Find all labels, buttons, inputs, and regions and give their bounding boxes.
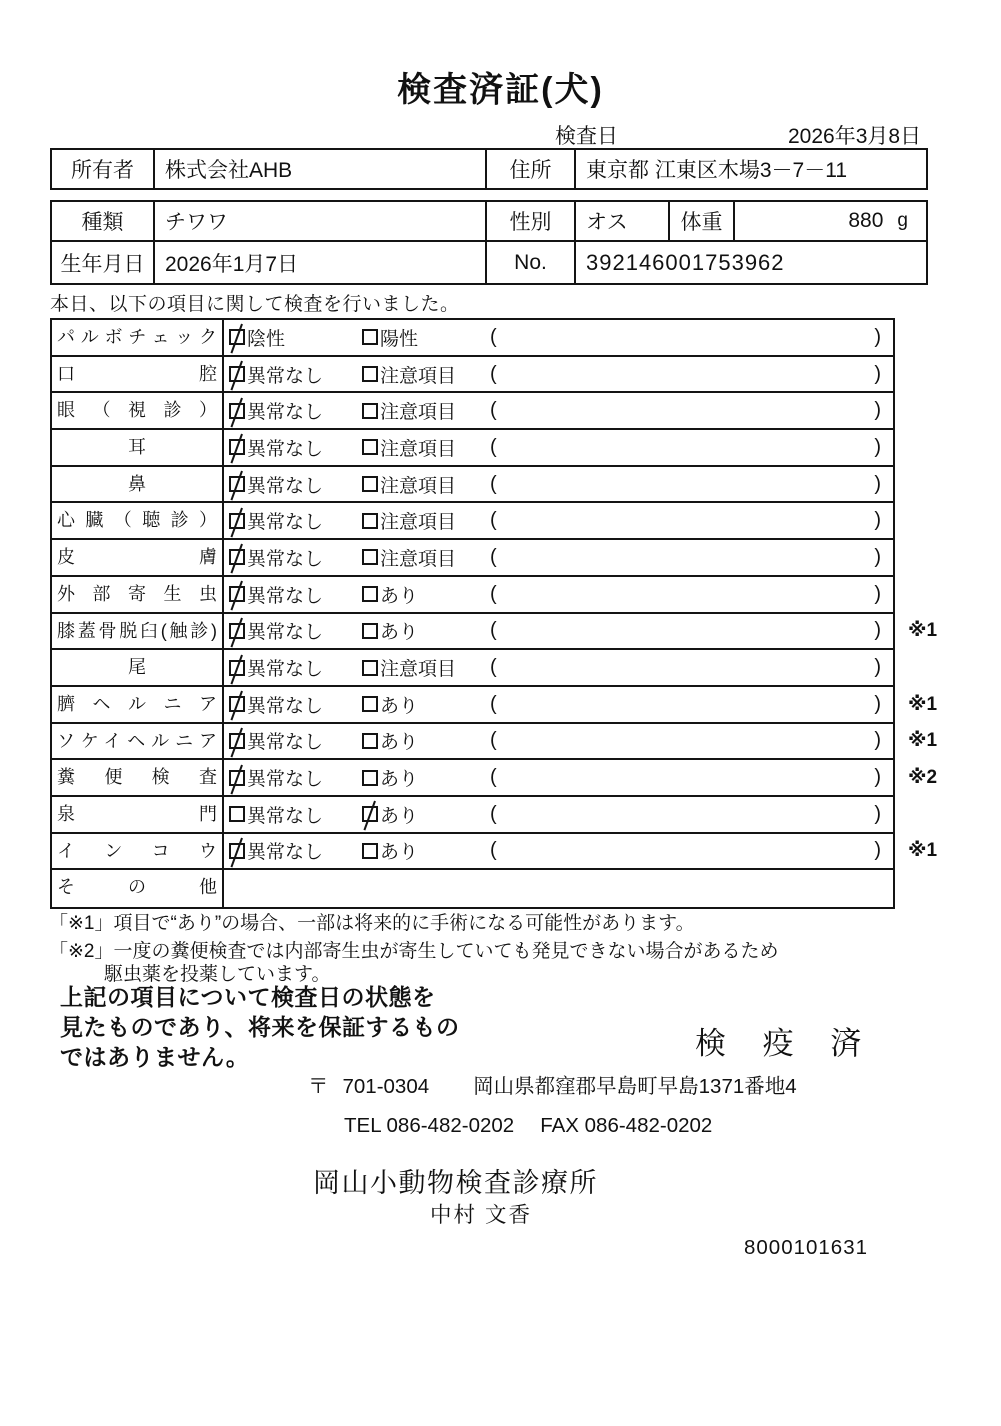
footnote-1: 「※1」項目で“あり”の場合、一部は将来的に手術になる可能性があります。 [49,913,695,934]
result-option-1 [229,430,323,465]
checklist-row [52,320,893,357]
vet-name: 中村 文香 [430,1203,532,1227]
result-option-1-label: 異常なし [247,732,324,754]
checklist-item-label: ソケイヘルニア [52,724,224,759]
result-option-1-label: 異常なし [247,548,324,570]
exam-date-label: 検査日 [555,125,618,148]
remarks-open-paren: ( [490,545,497,568]
checkbox-icon [229,476,245,492]
remarks-open-paren: ( [490,435,497,458]
result-option-1-label: 異常なし [247,365,324,387]
birth-value: 2026年1月7日 [155,242,487,283]
result-option-2-label: 注意項目 [380,512,457,534]
result-option-2 [362,577,418,612]
breed-label: 種類 [52,202,155,242]
weight-value-cell [735,202,926,242]
result-option-1 [229,834,323,869]
remarks-open-paren: ( [490,729,497,752]
checklist-item-content [224,393,893,428]
checklist-row [52,687,938,724]
no-value: 392146001753962 [586,249,785,275]
result-option-2-label: あり [380,622,419,644]
checklist-table [50,318,938,909]
result-option-1 [229,614,323,649]
remarks-open-paren: ( [490,582,497,605]
result-option-2-label: あり [380,695,419,717]
result-option-1 [229,503,323,538]
checkbox-icon [362,660,378,676]
remarks-open-paren: ( [490,619,497,642]
result-option-1-label: 異常なし [247,438,324,460]
checkbox-icon [229,696,245,712]
checkbox-icon [229,843,245,859]
checklist-item-content [224,834,893,869]
checklist-item-label: 眼（視診） [52,393,224,428]
checklist-row [52,724,938,761]
result-option-2 [362,467,456,502]
footnote-ref: ※1 [908,840,938,862]
checklist-item-label: 鼻 [52,467,224,502]
checklist-item-label: 尾 [52,650,224,685]
result-option-1-label: 異常なし [247,475,324,497]
checkbox-icon [362,806,378,822]
result-option-2 [362,320,418,355]
checklist-row [52,834,938,871]
quarantine-stamp: 検 疫 済 [695,1026,876,1061]
result-option-2-label: 陽性 [380,328,419,350]
result-option-1 [229,467,323,502]
owner-label: 所有者 [52,150,155,188]
checklist-row [52,614,938,651]
result-option-2-label: 注意項目 [380,475,457,497]
checkbox-icon [229,733,245,749]
checklist-row [52,467,893,504]
exam-date-value: 2026年3月8日 [788,125,922,148]
pet-table [50,200,928,285]
checkbox-icon [229,513,245,529]
remarks-close-paren: ) [874,325,881,348]
result-option-1 [229,577,323,612]
checklist-item-label: インコウ [52,834,224,869]
checkbox-icon [362,549,378,565]
clinic-address: 岡山県都窪郡早島町早島1371番地4 [473,1075,797,1098]
result-option-1 [229,797,323,832]
checklist-row [52,503,893,540]
checklist-item-content [224,320,893,355]
checklist-item-label: 臍ヘルニア [52,687,224,722]
result-option-1 [229,540,323,575]
checkbox-icon [229,660,245,676]
checklist-row [52,870,893,907]
disclaimer-line-1: 上記の項目について検査日の状態を [60,984,436,1010]
clinic-telfax-line [344,1114,712,1138]
checklist-item-content [224,687,893,722]
intro-sentence: 本日、以下の項目に関して検査を行いました。 [50,294,460,315]
result-option-2 [362,650,456,685]
birth-label: 生年月日 [52,242,155,283]
result-option-2 [362,540,456,575]
checkbox-icon [229,439,245,455]
checklist-item-label: 外部寄生虫 [52,577,224,612]
checkbox-icon [362,733,378,749]
no-label: No. [487,242,576,283]
result-option-2-label: 注意項目 [380,365,457,387]
checkbox-icon [362,623,378,639]
remarks-close-paren: ) [874,729,881,752]
checklist-item-content [224,430,893,465]
disclaimer-line-3: ではありません。 [60,1044,250,1070]
result-option-1-label: 異常なし [247,842,324,864]
checkbox-icon [362,586,378,602]
clinic-postal-line [308,1069,797,1099]
result-option-2-label: 注意項目 [380,402,457,424]
postal-code: 701-0304 [342,1075,430,1098]
clinic-name: 岡山小動物検査診療所 [313,1168,598,1198]
checkbox-icon [362,843,378,859]
page-title: 検査済証(犬) [397,71,604,109]
checkbox-icon [229,403,245,419]
result-option-1-label: 異常なし [247,402,324,424]
remarks-close-paren: ) [874,362,881,385]
footnote-2-continued: 駆虫薬を投薬しています。 [104,964,331,985]
remarks-open-paren: ( [490,802,497,825]
sex-label: 性別 [487,202,576,242]
checkbox-icon [229,623,245,639]
checklist-item-content [224,614,893,649]
postal-mark-icon: 〒 [308,1075,329,1098]
checkbox-icon [229,770,245,786]
footnote-ref: ※2 [908,767,938,789]
checkbox-icon [362,696,378,712]
checkbox-icon [362,770,378,786]
checkbox-icon [362,403,378,419]
weight-unit: g [897,210,908,231]
owner-value: 株式会社AHB [155,150,487,188]
checkbox-icon [362,439,378,455]
disclaimer-line-2: 見たものであり、将来を保証するもの [60,1014,460,1040]
checkbox-icon [229,549,245,565]
result-option-2 [362,430,456,465]
result-option-2 [362,393,456,428]
result-option-2 [362,357,456,392]
address-value: 東京都 江東区木場3－7－11 [586,159,847,182]
remarks-close-paren: ) [874,582,881,605]
checkbox-icon [362,513,378,529]
result-option-2 [362,834,418,869]
checklist-row [52,760,938,797]
checklist-item-label: パルボチェック [52,320,224,355]
checklist-item-content [224,724,893,759]
checklist-item-content [224,650,893,685]
checkbox-icon [229,329,245,345]
remarks-close-paren: ) [874,509,881,532]
checklist-item-label: 糞便検査 [52,760,224,795]
remarks-close-paren: ) [874,802,881,825]
checklist-row [52,797,893,834]
checklist-item-label: 皮膚 [52,540,224,575]
footnote-2: 「※2」一度の糞便検査では内部寄生虫が寄生していても発見できない場合があるため [49,941,779,962]
checklist-item-label: 泉門 [52,797,224,832]
remarks-open-paren: ( [490,692,497,715]
remarks-open-paren: ( [490,766,497,789]
checklist-item-label: その他 [52,870,224,907]
result-option-2-label: 注意項目 [380,548,457,570]
remarks-close-paren: ) [874,435,881,458]
result-option-1 [229,650,323,685]
remarks-close-paren: ) [874,656,881,679]
result-option-1-label: 異常なし [247,512,324,534]
weight-label: 体重 [670,202,735,242]
checklist-item-label: 口腔 [52,357,224,392]
checklist-item-content [224,797,893,832]
checklist-item-content [224,540,893,575]
serial-number: 8000101631 [744,1236,869,1259]
disclaimer-paragraph [60,982,460,1072]
remarks-close-paren: ) [874,399,881,422]
owner-table [50,148,928,190]
result-option-1 [229,393,323,428]
footnote-ref: ※1 [908,620,938,642]
remarks-close-paren: ) [874,472,881,495]
checklist-item-content [224,467,893,502]
result-option-1-label: 異常なし [247,805,324,827]
result-option-2-label: あり [380,842,419,864]
checkbox-icon [229,586,245,602]
checklist-item-content [224,503,893,538]
result-option-1-label: 異常なし [247,585,324,607]
checkbox-icon [362,476,378,492]
remarks-open-paren: ( [490,656,497,679]
result-option-1-label: 異常なし [247,695,324,717]
remarks-open-paren: ( [490,399,497,422]
footnote-ref: ※1 [908,693,938,715]
footnote-ref: ※1 [908,730,938,752]
sex-value: オス [576,202,670,242]
checklist-item-label: 心臓（聴診） [52,503,224,538]
remarks-open-paren: ( [490,509,497,532]
address-label: 住所 [487,150,576,188]
remarks-open-paren: ( [490,362,497,385]
result-option-2-label: 注意項目 [380,438,457,460]
remarks-open-paren: ( [490,325,497,348]
result-option-2-label: あり [380,805,419,827]
result-option-2 [362,614,418,649]
result-option-2 [362,687,418,722]
weight-value: 880 [848,209,884,232]
checkbox-icon [362,366,378,382]
result-option-1 [229,760,323,795]
result-option-1 [229,320,285,355]
checklist-item-label: 耳 [52,430,224,465]
checkbox-icon [362,329,378,345]
checklist-item-content [224,870,893,907]
result-option-2 [362,797,418,832]
remarks-close-paren: ) [874,545,881,568]
clinic-tel: TEL 086-482-0202 [344,1114,515,1137]
checkbox-icon [229,366,245,382]
checklist-item-content [224,357,893,392]
result-option-1-label: 異常なし [247,622,324,644]
result-option-1 [229,357,323,392]
result-option-1 [229,687,323,722]
remarks-close-paren: ) [874,692,881,715]
checklist-row [52,577,893,614]
checklist-item-content [224,577,893,612]
result-option-2-label: あり [380,585,419,607]
checklist-row [52,357,893,394]
checklist-row [52,540,893,577]
result-option-1-label: 異常なし [247,769,324,791]
checklist-item-content [224,760,893,795]
result-option-2 [362,724,418,759]
result-option-1 [229,724,323,759]
checklist-item-label: 膝蓋骨脱臼(触診) [52,614,224,649]
result-option-2 [362,760,418,795]
result-option-2-label: 注意項目 [380,659,457,681]
result-option-2-label: あり [380,769,419,791]
remarks-close-paren: ) [874,766,881,789]
remarks-close-paren: ) [874,839,881,862]
checkbox-icon [229,806,245,822]
remarks-open-paren: ( [490,472,497,495]
remarks-close-paren: ) [874,619,881,642]
checklist-row [52,430,893,467]
breed-value: チワワ [155,202,487,242]
result-option-1-label: 陰性 [247,328,286,350]
checklist-row [52,393,893,430]
clinic-fax: FAX 086-482-0202 [540,1114,713,1137]
result-option-1-label: 異常なし [247,659,324,681]
result-option-2 [362,503,456,538]
checklist-row [52,650,893,687]
remarks-open-paren: ( [490,839,497,862]
result-option-2-label: あり [380,732,419,754]
